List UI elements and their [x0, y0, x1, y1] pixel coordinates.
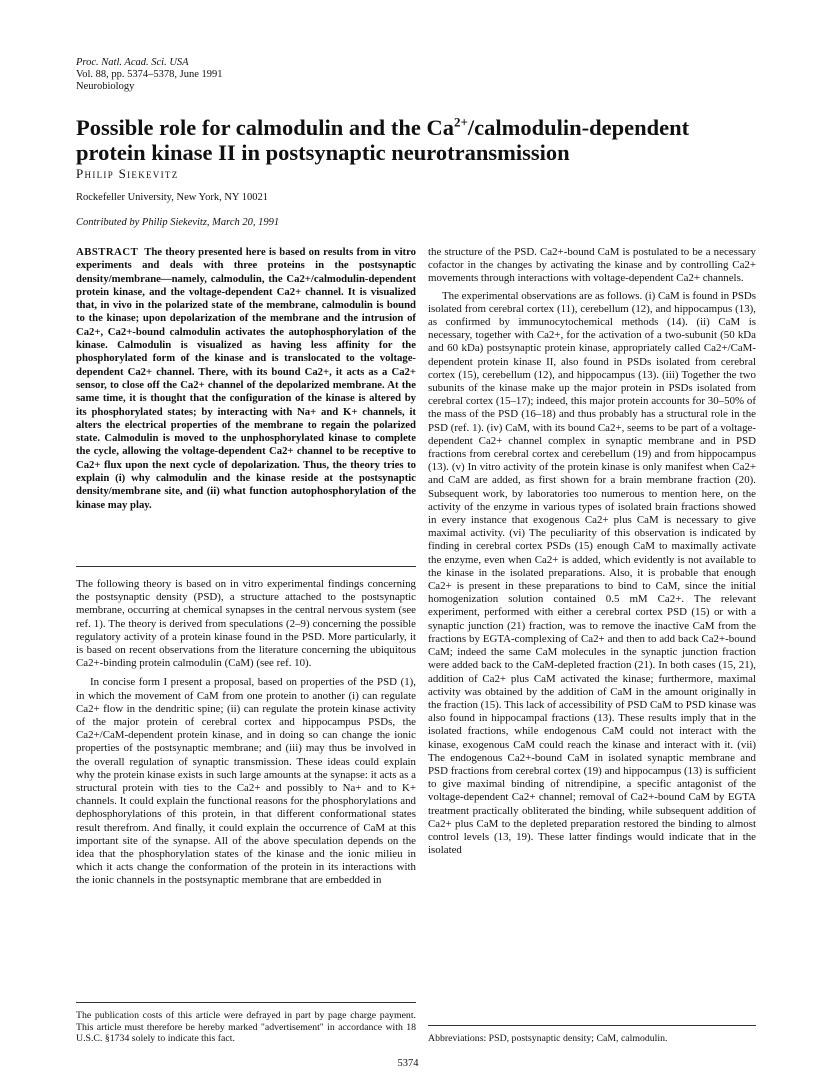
abstract	[76, 246, 416, 512]
title-superscript: 2+	[453, 114, 468, 130]
body-paragraph: the structure of the PSD. Ca2+-bound CaM is postulated to be a necessary cofactor in the changes by activating the kinase and by controlling Ca2+ movements through interactions with voltage-dependent Ca2+ channels.	[428, 246, 756, 285]
article-title	[76, 115, 756, 165]
abbreviations-footnote: Abbreviations: PSD, postsynaptic density; CaM, calmodulin.	[428, 1033, 668, 1044]
body-paragraph: The following theory is based on in vitro experimental findings concerning the postsynaptic density (PSD), a structure attached to the postsynaptic membrane, occurring at chemical synapses in the central nervous system (see ref. 1). The theory is derived from speculations (2–9) concerning the possible regulatory activity of a protein kinase found in the PSD. More particularly, it is based on recent observations from the literature concerning the ubiquitous Ca2+-binding protein calmodulin (CaM) (see ref. 10).	[76, 578, 416, 670]
title-part-1: Possible role for calmodulin and the Ca	[76, 115, 454, 140]
affiliation: Rockefeller University, New York, NY 10021	[76, 192, 268, 203]
publication-cost-footnote: The publication costs of this article were defrayed in part by page charge payment. This article must therefore be hereby marked "advertisement" in accordance with 18 U.S.C. §1734 solely to indicate this fact.	[76, 1010, 416, 1045]
contribution-note: Contributed by Philip Siekevitz, March 20, 1991	[76, 217, 280, 228]
abstract-text: The theory presented here is based on results from in vitro experiments and deals with three proteins in the postsynaptic density/membrane—namely, calmodulin, the Ca2+/calmodulin-dependent protein kinase, and the voltage-dependent Ca2+ channel. It is visualized that, in vivo in the polarized state of the membrane, calmodulin is bound to the kinase; upon depolarization of the membrane and the intrusion of Ca2+, Ca2+-bound calmodulin activates the autophosphorylation of the kinase. Calmodulin is visualized as having less affinity for the phosphorylated form of the kinase and is translocated to the voltage-dependent Ca2+ channel. There, with its bound Ca2+, it acts as a Ca2+ sensor, to close off the Ca2+ channel of the depolarized membrane. At the same time, it is thought that the configuration of the kinase is altered by its phosphorylated states; by interacting with Na+ and K+ channels, it alters the electrical properties of the membrane to regain the polarized state. Calmodulin is moved to the unphosphorylated kinase to complete the cycle, allowing the voltage-dependent Ca2+ channel to be receptive to Ca2+ flux upon the next cycle of depolarization. Thus, the theory tries to explain (i) why calmodulin and the kinase reside at the postsynaptic density/membrane site, and (ii) what function autophosphorylation of the kinase may play.	[76, 246, 416, 511]
abstract-label: ABSTRACT	[76, 246, 139, 258]
body-paragraph: The experimental observations are as follows. (i) CaM is found in PSDs isolated from cerebral cortex (11), cerebellum (12), and hippocampus (13), as confirmed by immunocytochemical methods (14). (ii) CaM is necessary, together with Ca2+, for the activation of a two-subunit (50 kDa and 60 kDa) postsynaptic protein kinase, appropriately called Ca2+/CaM-dependent protein kinase II, also found in PSDs isolated from cerebral cortex (15), cerebellum (12), and hippocampus (13). (iii) Together the two subunits of the kinase make up the major protein in PSDs isolated from cerebral cortex (15–17); indeed, this major protein accounts for 30–50% of the mass of the PSD (16–18) and thus probably has a structural role in the PSD (ref. 1). (iv) CaM, with its bound Ca2+, seems to be part of a voltage-dependent Ca2+ channel complex in synaptic membrane and in PSD fractions from cerebral cortex and cerebellum (19) and from hippocampus (13). (v) In vitro activity of the protein kinase is only manifest when Ca2+ and CaM are added, as first shown for a brain membrane fraction (20). Subsequent work, by laboratories too numerous to mention here, on the activity of the enzyme in various types of isolated brain fractions showed in every instance that exogenous Ca2+ plus CaM is necessary to give maximal activity. (vi) The peculiarity of this observation is indicated by finding in cerebral cortex PSDs (15) enough CaM to maximally activate the enzyme, even when Ca2+ is added, which evidently is not available to the kinase in the isolated preparations. Also, it is probable that enough Ca2+ is present in these preparations to bind to CaM, since the initial homogenization solution contained 0.5 mM Ca2+. The relevant experiment, performed with either a cerebral cortex PSD (15) or with a synaptic junction (21) fraction, was to remove the inactive CaM from the fractions by EGTA-complexing of Ca2+ and then to add back Ca2+-bound CaM; indeed the same CaM molecules in the synaptic junction fraction were added back to the CaM-depleted fraction (21). In both cases (15, 21), addition of Ca2+ plus CaM activated the kinase; furthermore, maximal activity was obtained by the addition of CaM in the amount originally in the fraction (15). This lack of accessibility of PSD CaM to PSD kinase was also found in hippocampal fractions (13). These results imply that in the isolated fractions, while endogenous CaM could not interact with the kinase, exogenous CaM could reach the kinase and interact with it. (vii) The endogenous Ca2+-bound CaM in isolated synaptic membrane and PSD fractions from cerebral cortex (19) and hippocampus (13) is sufficient to give maximal binding of nitrendipine, a specific antagonist of the voltage-dependent Ca2+ channel; removal of Ca2+-bound CaM by EGTA treatment practically obliterated the binding, while subsequent addition of Ca2+ plus CaM to the depleted preparation restored the binding to almost control levels (13, 19). These latter findings would indicate that in the isolated	[428, 289, 756, 857]
footnote-divider	[76, 1002, 416, 1003]
journal-header	[76, 57, 223, 93]
author-name: Philip Siekevitz	[76, 166, 179, 181]
right-body-column	[428, 246, 756, 857]
volume-line: Vol. 88, pp. 5374–5378, June 1991	[76, 69, 223, 80]
journal-name: Proc. Natl. Acad. Sci. USA	[76, 57, 189, 68]
abstract-divider	[76, 566, 416, 567]
section-name: Neurobiology	[76, 81, 135, 92]
left-body-column	[76, 578, 416, 888]
title-part-2: /calmodulin-dependent protein kinase II in postsynaptic neurotransmission	[76, 115, 690, 165]
page-number: 5374	[397, 1058, 419, 1069]
abbreviations-divider	[428, 1025, 756, 1026]
body-paragraph: In concise form I present a proposal, based on properties of the PSD (1), in which the movement of CaM from one protein to another (i) can regulate Ca2+ flow in the dendritic spine; (ii) can regulate the protein kinase activity of the major protein of cerebral cortex and hippocampus PSDs, the Ca2+/CaM-dependent protein kinase, and in doing so can change the ionic properties of the postsynaptic membrane; and (iii) may thus be involved in the overall regulation of synaptic transmission. These ideas could explain why the protein kinase exists in such large amounts at the synapse: it acts as a structural protein with ties to the Ca2+ and possibly to Na+ and to K+ channels. It could explain the functional reasons for the phosphorylations and dephosphorylations of this protein, in that different conformational states result therefrom. And finally, it could explain the occurrence of CaM at this important site of the synapse. All of the above speculation depends on the idea that the phosphorylation states of the kinase and the ionic milieu in which it acts change the conformation of the protein in its interactions with the ionic channels in the postsynaptic membrane that are embedded in	[76, 676, 416, 887]
